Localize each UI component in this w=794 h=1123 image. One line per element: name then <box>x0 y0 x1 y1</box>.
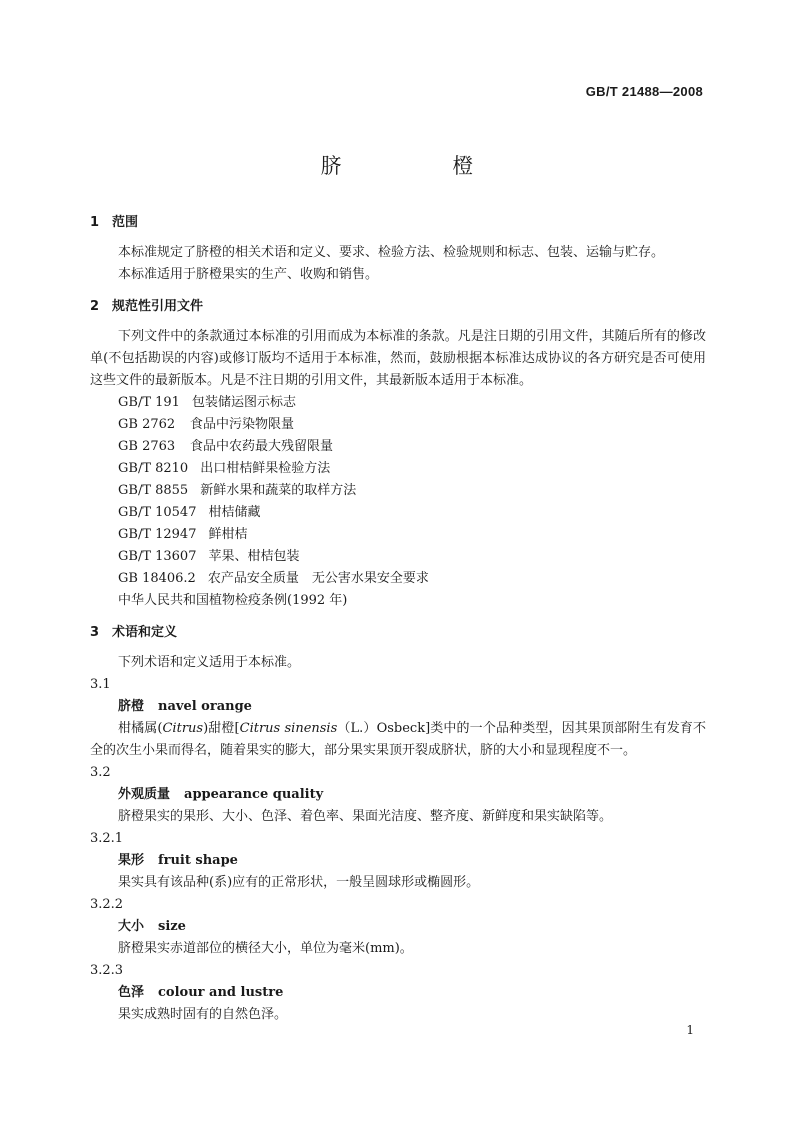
paragraph: 本标准适用于脐橙果实的生产、收购和销售。 <box>118 267 379 282</box>
clause-number: 3.2.3 <box>90 963 124 978</box>
reference-item <box>90 458 706 480</box>
reference-item <box>90 392 706 414</box>
reference-item <box>90 414 706 436</box>
term-definition: 脐橙果实的果形、大小、色泽、着色率、果面光洁度、整齐度、新鲜度和果实缺陷等。 <box>118 809 613 824</box>
term-heading <box>90 982 706 1004</box>
term-en: fruit shape <box>158 853 238 868</box>
document-title: 脐 橙 <box>320 154 526 178</box>
section-title: 规范性引用文件 <box>112 299 204 314</box>
reference-item <box>90 524 706 546</box>
reference-code: GB/T 8210 <box>118 461 189 476</box>
term-heading <box>90 850 706 872</box>
reference-title: 鲜柑桔 <box>208 527 248 542</box>
reference-item <box>90 502 706 524</box>
term-en: navel orange <box>158 699 252 714</box>
section-number: 2 <box>90 299 100 314</box>
reference-title: 新鲜水果和蔬菜的取样方法 <box>200 483 357 498</box>
clause-number: 3.2.2 <box>90 897 124 912</box>
term-en: appearance quality <box>184 787 324 802</box>
page-number: 1 <box>686 1023 694 1037</box>
reference-item <box>90 480 706 502</box>
clause-number: 3.2 <box>90 765 111 780</box>
reference-code: GB 18406.2 <box>118 571 196 586</box>
reference-regulation: 中华人民共和国植物检疫条例(1992 年) <box>118 593 348 608</box>
reference-title: 农产品安全质量 无公害水果安全要求 <box>207 571 429 586</box>
term-en: size <box>158 919 186 934</box>
term-en: colour and lustre <box>158 985 284 1000</box>
reference-code: GB/T 8855 <box>118 483 189 498</box>
reference-code: GB 2763 <box>118 439 176 454</box>
term-definition: 柑橘属(Citrus)甜橙[Citrus sinensis（L.）Osbeck]类中的一个品种类型，因其果顶部附生有发育不全的次生小果而得名，随着果实的膨大，部分果实果顶开裂成脐状，脐的大小和显现程度不一。 <box>90 721 706 758</box>
paragraph: 下列术语和定义适用于本标准。 <box>118 655 301 670</box>
clause-number: 3.1 <box>90 677 111 692</box>
standard-code: GB/T 21488—2008 <box>585 84 703 99</box>
reference-title: 食品中农药最大残留限量 <box>190 439 334 454</box>
reference-code: GB/T 10547 <box>118 505 197 520</box>
section-title: 范围 <box>112 215 139 230</box>
reference-code: GB/T 191 <box>118 395 180 410</box>
section-title: 术语和定义 <box>112 625 178 640</box>
reference-item <box>90 436 706 458</box>
document-body <box>90 212 706 1026</box>
paragraph: 下列文件中的条款通过本标准的引用而成为本标准的条款。凡是注日期的引用文件，其随后所有的修改单(不包括勘误的内容)或修订版均不适用于本标准，然而，鼓励根据本标准达成协议的各方研究是否可使用这些文件的最新版本。凡是不注日期的引用文件，其最新版本适用于本标准。 <box>90 329 706 388</box>
reference-title: 柑桔储藏 <box>208 505 261 520</box>
term-definition: 脐橙果实赤道部位的横径大小，单位为毫米(mm)。 <box>118 941 413 956</box>
section-number: 1 <box>90 215 100 230</box>
reference-item <box>90 568 706 590</box>
reference-title: 苹果、柑桔包装 <box>208 549 300 564</box>
reference-code: GB/T 13607 <box>118 549 197 564</box>
reference-title: 包装储运图示标志 <box>191 395 296 410</box>
term-heading <box>90 784 706 806</box>
term-zh: 果形 <box>118 853 145 868</box>
term-definition: 果实成熟时固有的自然色泽。 <box>118 1007 288 1022</box>
term-heading <box>90 916 706 938</box>
reference-item <box>90 546 706 568</box>
reference-title: 食品中污染物限量 <box>190 417 295 432</box>
section-heading <box>90 622 706 644</box>
section-number: 3 <box>90 625 100 640</box>
term-zh: 脐橙 <box>118 699 145 714</box>
term-definition: 果实具有该品种(系)应有的正常形状，一般呈圆球形或椭圆形。 <box>118 875 480 890</box>
reference-code: GB 2762 <box>118 417 176 432</box>
term-heading <box>90 696 706 718</box>
term-zh: 外观质量 <box>118 787 171 802</box>
section-heading <box>90 296 706 318</box>
reference-code: GB/T 12947 <box>118 527 197 542</box>
term-zh: 色泽 <box>118 985 145 1000</box>
section-heading <box>90 212 706 234</box>
paragraph: 本标准规定了脐橙的相关术语和定义、要求、检验方法、检验规则和标志、包装、运输与贮存。 <box>118 245 665 260</box>
term-zh: 大小 <box>118 919 145 934</box>
clause-number: 3.2.1 <box>90 831 124 846</box>
reference-title: 出口柑桔鲜果检验方法 <box>200 461 331 476</box>
